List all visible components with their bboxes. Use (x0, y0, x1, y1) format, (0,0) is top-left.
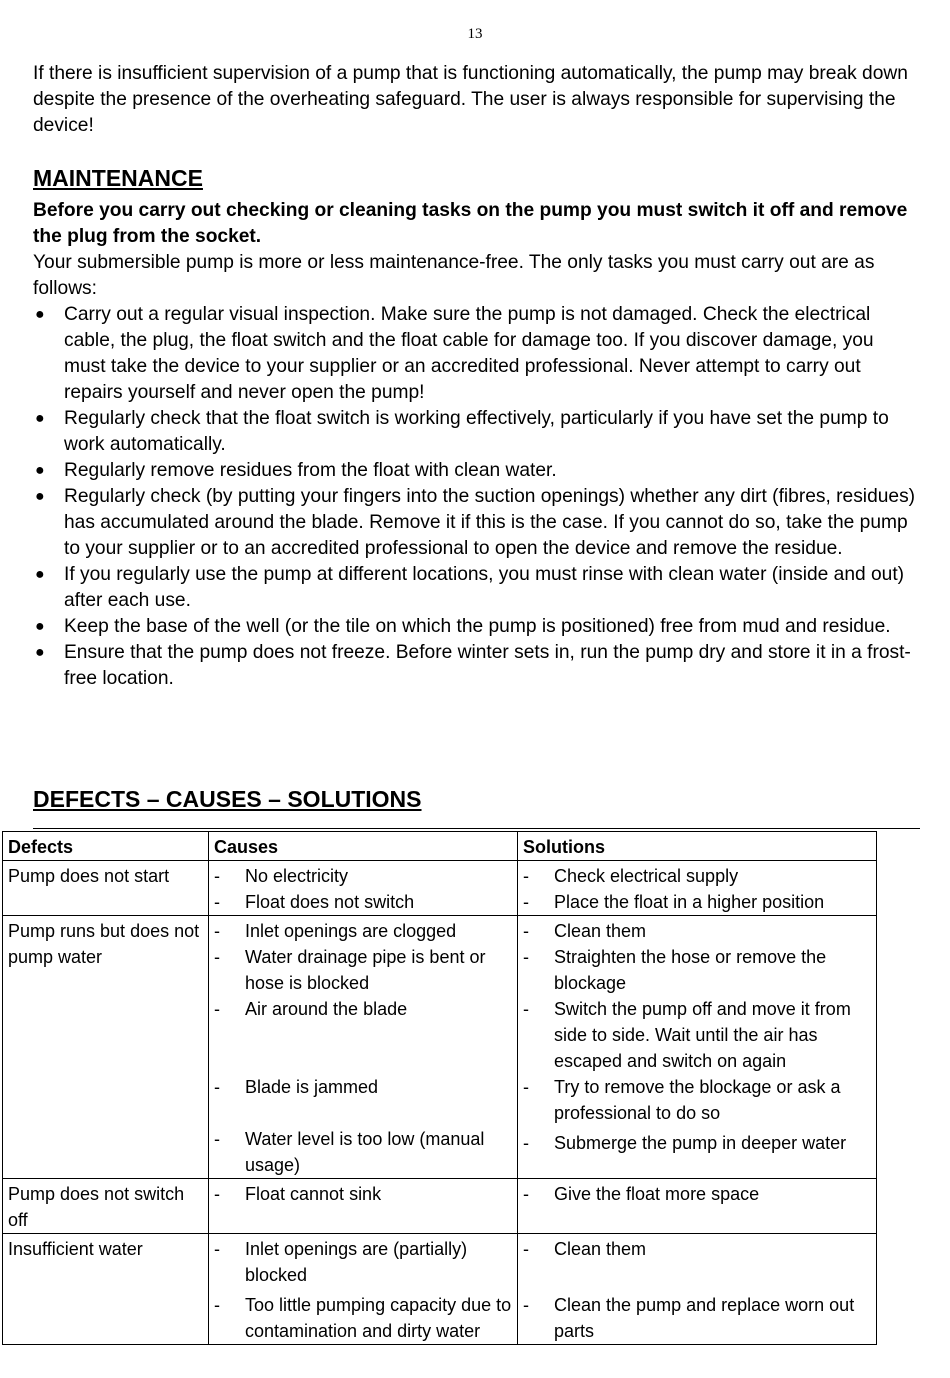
list-item (33, 562, 918, 614)
cause-item: - Water drainage pipe is bent or hose is blocked (214, 947, 486, 993)
bullet-icon: ● (35, 306, 45, 323)
solution-item: - Try to remove the blockage or ask a professional to do so (523, 1077, 841, 1123)
cause-item: - Water level is too low (manual usage) (214, 1129, 485, 1175)
cause-item: - Inlet openings are clogged (214, 921, 457, 941)
solution-item: - Switch the pump off and move it from side to side. Wait until the air has escaped and switch on again (523, 999, 851, 1071)
list-item (33, 458, 918, 484)
column-header-solutions: Solutions (518, 832, 877, 861)
table-row (3, 1234, 877, 1345)
intro-paragraph: If there is insufficient supervision of a pump that is functioning automatically, the pump may break down despite the presence of the overheating safeguard. The user is always responsible for supervising the device! (33, 63, 908, 136)
defect-cell: Pump does not switch off (3, 1179, 209, 1234)
list-item-text: Carry out a regular visual inspection. Make sure the pump is not damaged. Check the electrical cable, the plug, the float switch and the float cable for damage too. If you discover damage, you must take the device to your supplier or an accredited professional. Never attempt to carry out repairs yourself and never open the pump! (64, 304, 874, 403)
list-item (33, 302, 918, 406)
cause-item: - Inlet openings are (partially) blocked (214, 1239, 468, 1285)
solution-item: - Clean the pump and replace worn out parts (523, 1295, 855, 1341)
bullet-icon: ● (35, 566, 45, 583)
list-item-text: If you regularly use the pump at different locations, you must rinse with clean water (inside and out) after each use. (64, 564, 905, 611)
list-item (33, 640, 918, 692)
maintenance-list (33, 302, 918, 692)
page-number: 13 (467, 26, 483, 42)
bullet-icon: ● (35, 488, 45, 505)
divider (33, 828, 920, 829)
causes-cell (209, 916, 518, 1179)
causes-cell (209, 1179, 518, 1234)
list-item (33, 614, 918, 640)
bullet-icon: ● (35, 462, 45, 479)
cause-item: - Too little pumping capacity due to contamination and dirty water (214, 1295, 512, 1341)
solution-item: - Clean them (523, 1239, 647, 1259)
solutions-cell (518, 916, 877, 1179)
bullet-icon: ● (35, 618, 45, 635)
defect-cell: Pump does not start (3, 861, 209, 916)
list-item (33, 484, 918, 562)
cause-item: - Float does not switch (214, 892, 415, 912)
maintenance-warning: Before you carry out checking or cleaning tasks on the pump you must switch it off and remove the plug from the socket. (33, 200, 908, 247)
causes-cell (209, 1234, 518, 1345)
table-row (3, 1179, 877, 1234)
solution-item: - Submerge the pump in deeper water (523, 1133, 847, 1153)
defect-cell: Insufficient water (3, 1234, 209, 1345)
cause-item: - Air around the blade (214, 999, 408, 1019)
bullet-icon: ● (35, 644, 45, 661)
page-content (33, 61, 918, 692)
cause-item: - Blade is jammed (214, 1077, 379, 1097)
list-item (33, 406, 918, 458)
column-header-causes: Causes (209, 832, 518, 861)
solutions-cell (518, 1234, 877, 1345)
solution-item: - Clean them (523, 921, 647, 941)
bullet-icon: ● (35, 410, 45, 427)
defects-table (2, 831, 877, 1345)
table-row (3, 916, 877, 1179)
solutions-cell (518, 1179, 877, 1234)
list-item-text: Keep the base of the well (or the tile on which the pump is positioned) free from mud and residue. (64, 616, 891, 637)
maintenance-heading: MAINTENANCE (33, 165, 203, 191)
solution-item: - Place the float in a higher position (523, 892, 825, 912)
solutions-cell (518, 861, 877, 916)
cause-item: - No electricity (214, 866, 349, 886)
solution-item: - Check electrical supply (523, 866, 739, 886)
list-item-text: Regularly remove residues from the float with clean water. (64, 460, 557, 481)
solution-item: - Give the float more space (523, 1184, 760, 1204)
defects-heading: DEFECTS – CAUSES – SOLUTIONS (33, 786, 422, 812)
cause-item: - Float cannot sink (214, 1184, 382, 1204)
table-row (3, 861, 877, 916)
causes-cell (209, 861, 518, 916)
column-header-defects: Defects (3, 832, 209, 861)
solution-item: - Straighten the hose or remove the blockage (523, 947, 827, 993)
list-item-text: Ensure that the pump does not freeze. Before winter sets in, run the pump dry and store it in a frost-free location. (64, 642, 911, 689)
maintenance-text: Your submersible pump is more or less maintenance-free. The only tasks you must carry out are as follows: (33, 252, 875, 299)
list-item-text: Regularly check (by putting your fingers into the suction openings) whether any dirt (fibres, residues) has accumulated around the blade. Remove it if this is the case. If you cannot do so, take the pump to your supplier or to an accredited professional to open the device and remove the residue. (64, 486, 916, 559)
list-item-text: Regularly check that the float switch is working effectively, particularly if you have set the pump to work automatically. (64, 408, 889, 455)
defect-cell: Pump runs but does not pump water (3, 916, 209, 1179)
table-header-row (3, 832, 877, 861)
